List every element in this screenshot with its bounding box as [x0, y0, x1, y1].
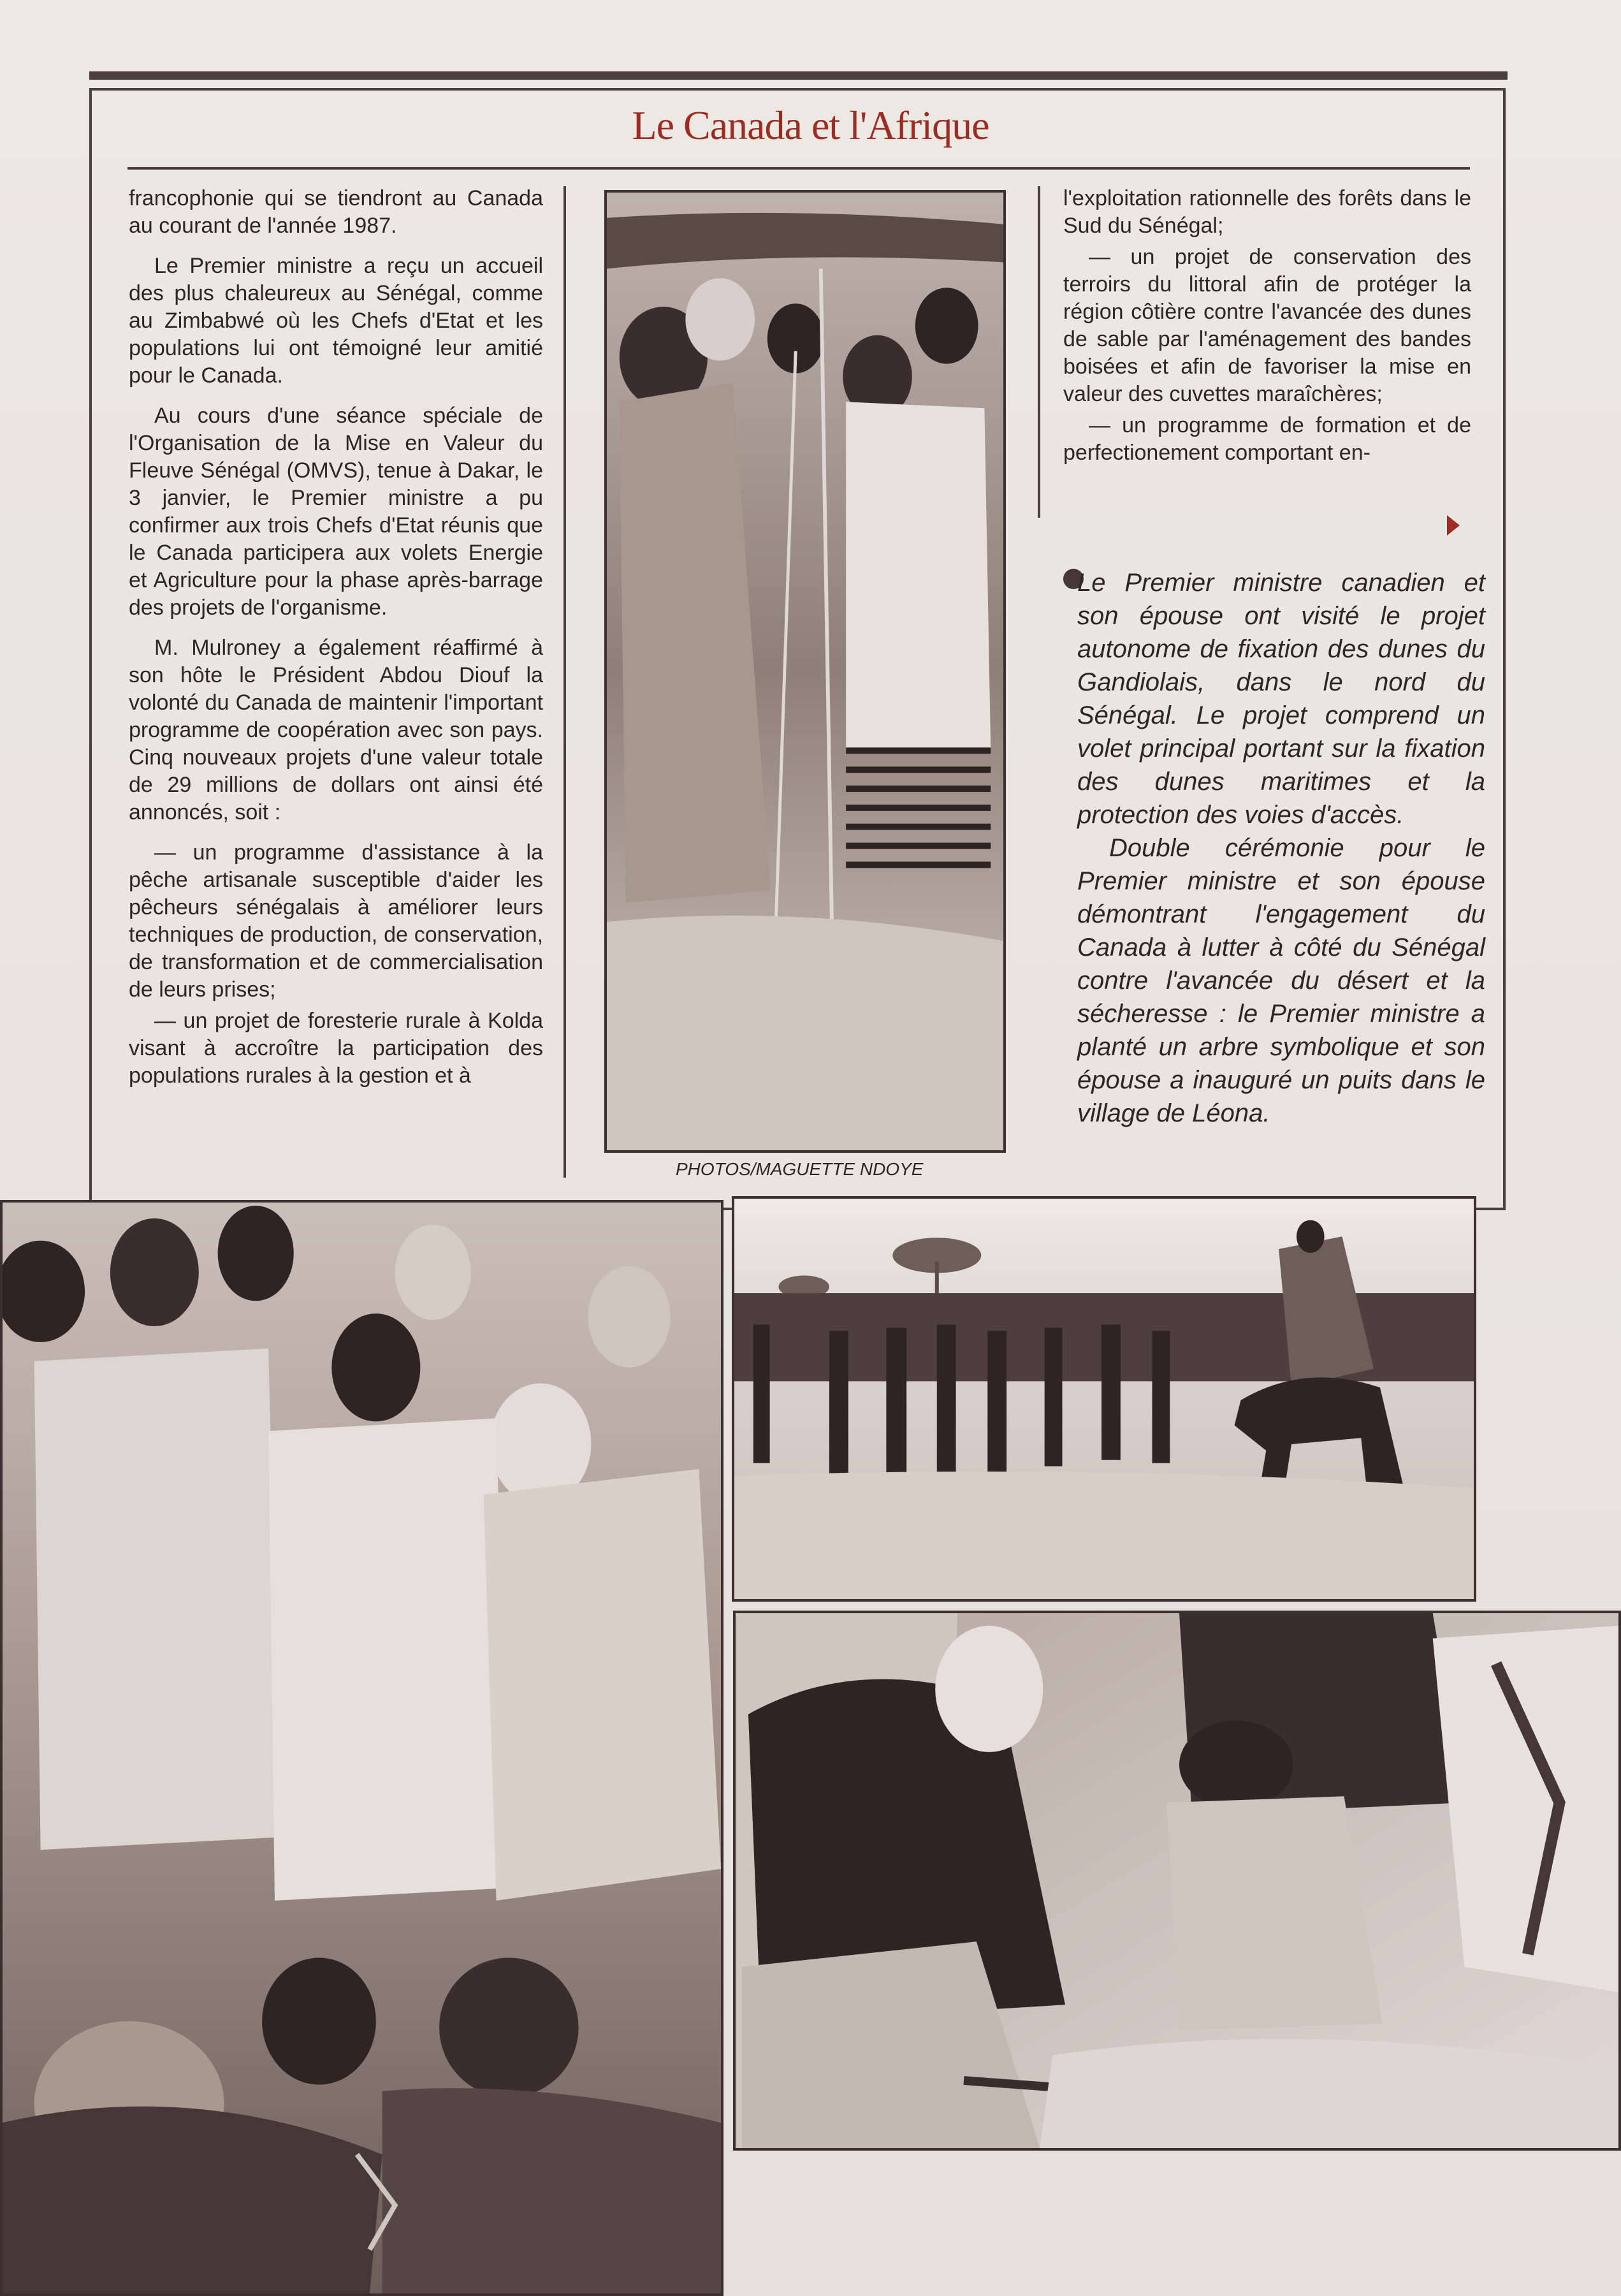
top-rule — [89, 71, 1508, 80]
paragraph: — un programme de formation et de perfectionement comportant en- — [1063, 413, 1471, 465]
column-rule-left — [563, 186, 566, 1178]
paragraph: l'exploitation rationnelle des forêts dans le Sud du Sénégal; — [1063, 186, 1471, 238]
page-title: Le Canada et l'Afrique — [632, 103, 989, 148]
paragraph: Au cours d'une séance spéciale de l'Organisation de la Mise en Valeur du Fleuve Sénégal (OMVS), tenue à Dakar, le 3 janvier, le Premier ministre a pu confirmer aux trois Chefs d'Etat réunis que le Canada participera aux volets Energie et Agriculture pour la phase après-barrage des projets de l'organisme. — [129, 404, 543, 620]
photo-tree-planting-crowd — [0, 1200, 723, 2296]
column-right — [1063, 185, 1471, 516]
photo-well-inauguration — [604, 190, 1006, 1153]
continue-arrow-icon — [1447, 515, 1460, 536]
paragraph: Le Premier ministre a reçu un accueil des plus chaleureux au Sénégal, comme au Zimbabwé où les Chefs d'Etat et les populations lui ont témoigné leur amitié pour le Canada. — [129, 254, 543, 388]
title-rule — [127, 167, 1470, 170]
column-rule-right — [1038, 186, 1040, 518]
photo-horse-rider-crowd — [732, 1196, 1476, 1602]
caption-paragraph: Le Premier ministre canadien et son épouse ont visité le projet autonome de fixation des dunes du Gandiolais, dans le nord du Sénégal. Le projet comprend un volet principal portant sur la fixation des dunes maritimes et la protection des voies d'accès. — [1077, 569, 1485, 829]
caption-paragraph: Double cérémonie pour le Premier ministre et son épouse démontrant l'engagement du Canada à lutter à côté du Sénégal contre l'avancée du désert et la sécheresse : le Premier ministre a planté un arbre symbolique et son épouse a inauguré un puits dans le village de Léona. — [1077, 834, 1485, 1127]
paragraph: — un projet de conservation des terroirs du littoral afin de protéger la région côtière contre l'avancée des dunes de sable par l'aménagement des bandes boisées et afin de favoriser la mise en valeur des cuvettes maraîchères; — [1063, 245, 1471, 406]
paragraph: M. Mulroney a également réaffirmé à son hôte le Président Abdou Diouf la volonté du Canada de maintenir l'important programme de coopération avec son pays. Cinq nouveaux projets d'une valeur totale de 29 millions de dollars ont ainsi été annoncés, soit : — [129, 636, 543, 824]
paragraph: — un programme d'assistance à la pêche artisanale susceptible d'aider les pêcheurs sénégalais à améliorer leurs techniques de production, de conservation, de transformation et de commercialisation de leurs prises; — [129, 840, 543, 1002]
paragraph: francophonie qui se tiendront au Canada au courant de l'année 1987. — [129, 186, 543, 238]
paragraph: — un projet de foresterie rurale à Kolda visant à accroître la participation des populations rurales à la gestion et à — [129, 1009, 543, 1088]
photo-caption — [1077, 566, 1485, 1130]
photo-prime-minister-planting — [733, 1611, 1621, 2151]
column-left — [129, 185, 543, 1186]
photo-credit: PHOTOS/MAGUETTE NDOYE — [676, 1159, 924, 1179]
